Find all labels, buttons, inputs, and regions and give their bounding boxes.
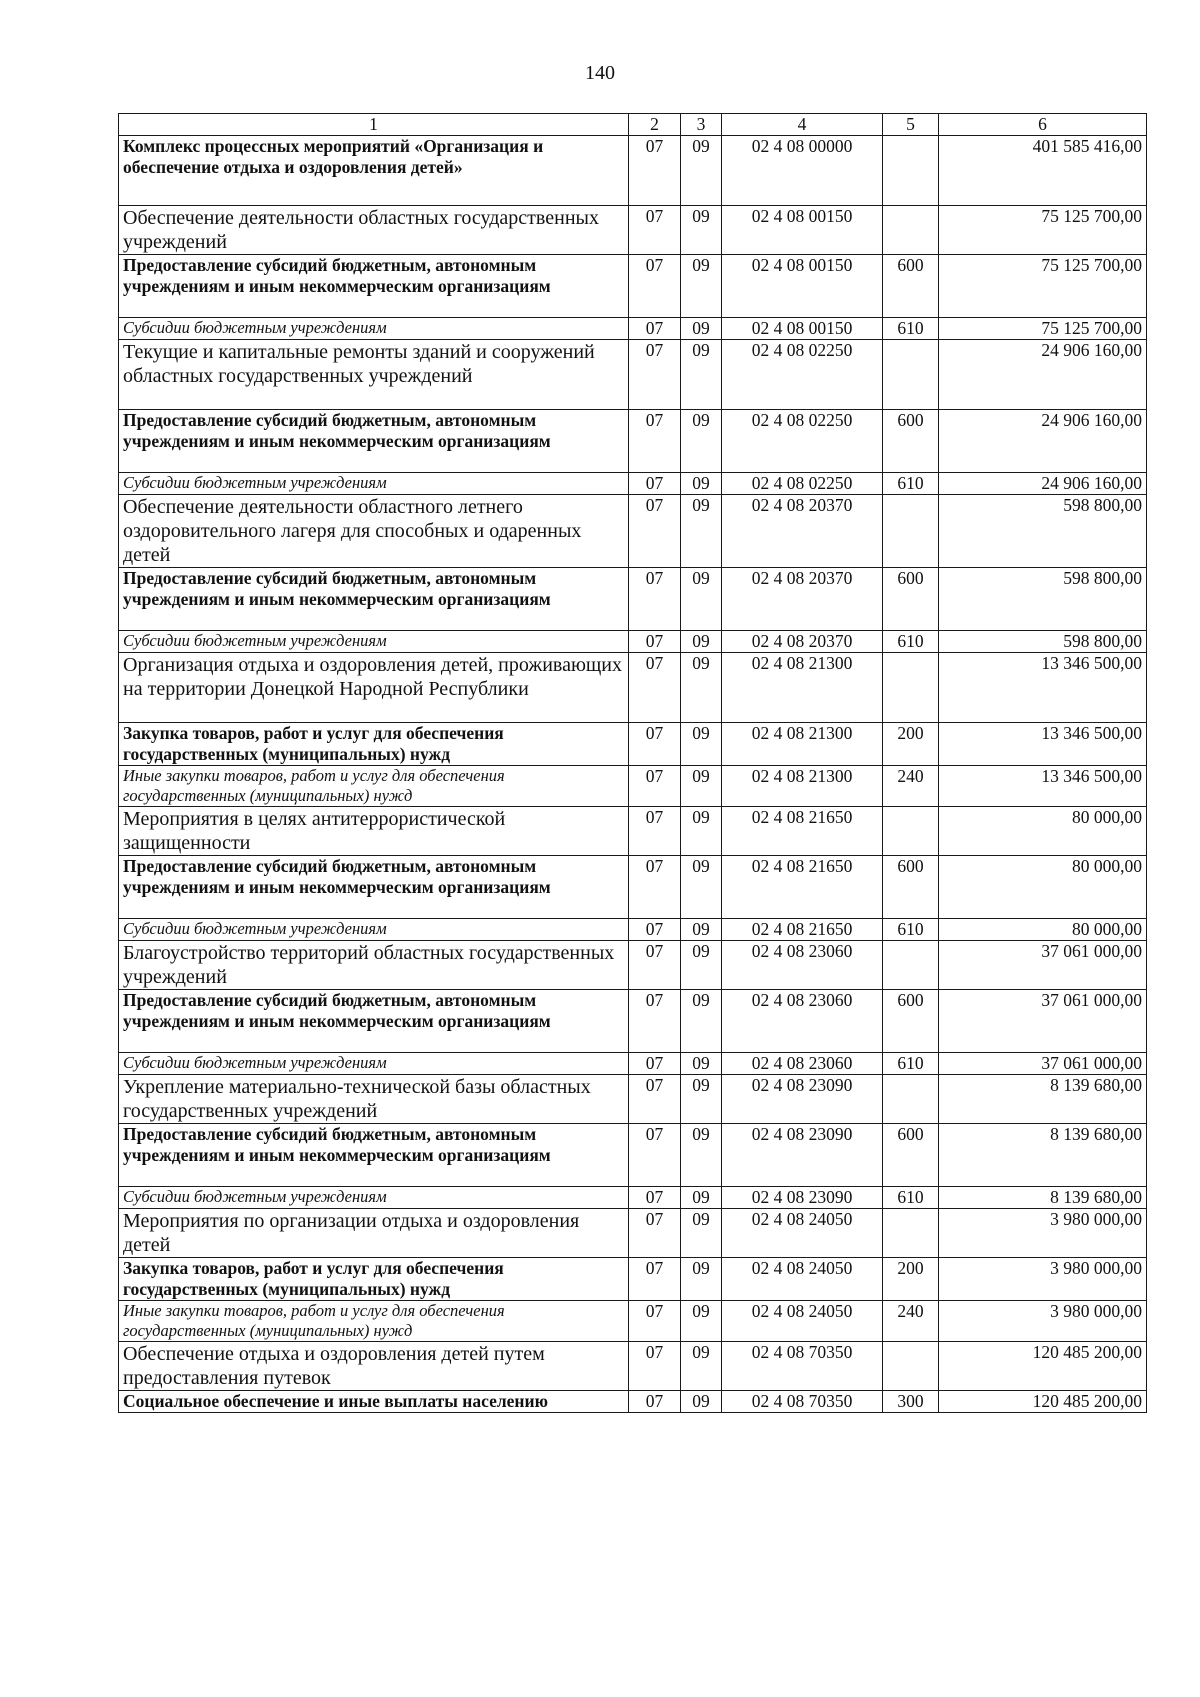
target-article-code: 02 4 08 20370 xyxy=(722,631,883,653)
row-label: Текущие и капитальные ремонты зданий и сооружений областных государственных учреждений xyxy=(119,340,629,410)
subsection-code: 09 xyxy=(681,1209,722,1258)
expense-type-code: 610 xyxy=(883,1053,939,1075)
target-article-code: 02 4 08 24050 xyxy=(722,1258,883,1301)
target-article-code: 02 4 08 24050 xyxy=(722,1301,883,1342)
amount: 37 061 000,00 xyxy=(939,941,1147,990)
table-row xyxy=(119,473,1147,495)
expense-type-code xyxy=(883,1209,939,1258)
expense-type-code: 240 xyxy=(883,766,939,807)
expense-type-code: 600 xyxy=(883,856,939,919)
column-header-1: 1 xyxy=(119,114,629,136)
subsection-code: 09 xyxy=(681,1187,722,1209)
expense-type-code: 610 xyxy=(883,919,939,941)
table-row xyxy=(119,206,1147,255)
row-label: Субсидии бюджетным учреждениям xyxy=(119,473,629,495)
row-label: Обеспечение деятельности областных государственных учреждений xyxy=(119,206,629,255)
expense-type-code: 610 xyxy=(883,1187,939,1209)
section-code: 07 xyxy=(629,631,681,653)
expense-type-code xyxy=(883,340,939,410)
amount: 401 585 416,00 xyxy=(939,136,1147,206)
table-row xyxy=(119,631,1147,653)
subsection-code: 09 xyxy=(681,1124,722,1187)
target-article-code: 02 4 08 23060 xyxy=(722,990,883,1053)
expense-type-code: 600 xyxy=(883,568,939,631)
section-code: 07 xyxy=(629,723,681,766)
section-code: 07 xyxy=(629,856,681,919)
column-header-6: 6 xyxy=(939,114,1147,136)
target-article-code: 02 4 08 23060 xyxy=(722,941,883,990)
table-row xyxy=(119,1301,1147,1342)
table-row xyxy=(119,653,1147,723)
subsection-code: 09 xyxy=(681,723,722,766)
amount: 13 346 500,00 xyxy=(939,766,1147,807)
table-row xyxy=(119,723,1147,766)
row-label: Закупка товаров, работ и услуг для обеспечения государственных (муниципальных) нужд xyxy=(119,1258,629,1301)
expense-type-code: 610 xyxy=(883,631,939,653)
target-article-code: 02 4 08 23060 xyxy=(722,1053,883,1075)
target-article-code: 02 4 08 00150 xyxy=(722,318,883,340)
target-article-code: 02 4 08 20370 xyxy=(722,495,883,568)
column-header-2: 2 xyxy=(629,114,681,136)
target-article-code: 02 4 08 02250 xyxy=(722,410,883,473)
table-row xyxy=(119,941,1147,990)
table-row xyxy=(119,1187,1147,1209)
section-code: 07 xyxy=(629,653,681,723)
section-code: 07 xyxy=(629,206,681,255)
target-article-code: 02 4 08 20370 xyxy=(722,568,883,631)
expense-type-code: 610 xyxy=(883,318,939,340)
subsection-code: 09 xyxy=(681,495,722,568)
row-label: Иные закупки товаров, работ и услуг для обеспечения государственных (муниципальных) нужд xyxy=(119,1301,629,1342)
target-article-code: 02 4 08 23090 xyxy=(722,1187,883,1209)
subsection-code: 09 xyxy=(681,807,722,856)
expense-type-code xyxy=(883,807,939,856)
subsection-code: 09 xyxy=(681,206,722,255)
expense-type-code: 600 xyxy=(883,1124,939,1187)
table-row xyxy=(119,318,1147,340)
expense-type-code xyxy=(883,653,939,723)
row-label: Субсидии бюджетным учреждениям xyxy=(119,631,629,653)
subsection-code: 09 xyxy=(681,568,722,631)
row-label: Мероприятия по организации отдыха и оздоровления детей xyxy=(119,1209,629,1258)
target-article-code: 02 4 08 00150 xyxy=(722,206,883,255)
section-code: 07 xyxy=(629,1053,681,1075)
table-row xyxy=(119,1124,1147,1187)
row-label: Предоставление субсидий бюджетным, автономным учреждениям и иным некоммерческим организациям xyxy=(119,568,629,631)
section-code: 07 xyxy=(629,919,681,941)
target-article-code: 02 4 08 02250 xyxy=(722,473,883,495)
amount: 24 906 160,00 xyxy=(939,340,1147,410)
amount: 120 485 200,00 xyxy=(939,1342,1147,1391)
section-code: 07 xyxy=(629,766,681,807)
amount: 80 000,00 xyxy=(939,919,1147,941)
amount: 75 125 700,00 xyxy=(939,318,1147,340)
table-row xyxy=(119,766,1147,807)
amount: 80 000,00 xyxy=(939,856,1147,919)
row-label: Комплекс процессных мероприятий «Организация и обеспечение отдыха и оздоровления детей» xyxy=(119,136,629,206)
section-code: 07 xyxy=(629,473,681,495)
table-row xyxy=(119,1209,1147,1258)
section-code: 07 xyxy=(629,941,681,990)
table-row xyxy=(119,568,1147,631)
subsection-code: 09 xyxy=(681,1053,722,1075)
row-label: Мероприятия в целях антитеррористической защищенности xyxy=(119,807,629,856)
row-label: Организация отдыха и оздоровления детей, проживающих на территории Донецкой Народной Республики xyxy=(119,653,629,723)
row-label: Иные закупки товаров, работ и услуг для обеспечения государственных (муниципальных) нужд xyxy=(119,766,629,807)
table-row xyxy=(119,1258,1147,1301)
table-row xyxy=(119,1391,1147,1413)
expense-type-code: 300 xyxy=(883,1391,939,1413)
section-code: 07 xyxy=(629,318,681,340)
expense-type-code xyxy=(883,136,939,206)
section-code: 07 xyxy=(629,990,681,1053)
amount: 37 061 000,00 xyxy=(939,990,1147,1053)
table-row xyxy=(119,255,1147,318)
section-code: 07 xyxy=(629,1301,681,1342)
table-row xyxy=(119,495,1147,568)
amount: 24 906 160,00 xyxy=(939,410,1147,473)
amount: 13 346 500,00 xyxy=(939,653,1147,723)
subsection-code: 09 xyxy=(681,990,722,1053)
section-code: 07 xyxy=(629,1209,681,1258)
amount: 8 139 680,00 xyxy=(939,1075,1147,1124)
section-code: 07 xyxy=(629,1187,681,1209)
subsection-code: 09 xyxy=(681,473,722,495)
row-label: Предоставление субсидий бюджетным, автономным учреждениям и иным некоммерческим организациям xyxy=(119,990,629,1053)
subsection-code: 09 xyxy=(681,1391,722,1413)
target-article-code: 02 4 08 00150 xyxy=(722,255,883,318)
target-article-code: 02 4 08 02250 xyxy=(722,340,883,410)
row-label: Предоставление субсидий бюджетным, автономным учреждениям и иным некоммерческим организациям xyxy=(119,1124,629,1187)
expense-type-code: 200 xyxy=(883,1258,939,1301)
amount: 3 980 000,00 xyxy=(939,1258,1147,1301)
subsection-code: 09 xyxy=(681,766,722,807)
section-code: 07 xyxy=(629,1075,681,1124)
amount: 8 139 680,00 xyxy=(939,1124,1147,1187)
subsection-code: 09 xyxy=(681,1301,722,1342)
row-label: Обеспечение отдыха и оздоровления детей путем предоставления путевок xyxy=(119,1342,629,1391)
amount: 75 125 700,00 xyxy=(939,255,1147,318)
section-code: 07 xyxy=(629,340,681,410)
table-row xyxy=(119,990,1147,1053)
expense-type-code xyxy=(883,941,939,990)
expense-type-code: 240 xyxy=(883,1301,939,1342)
subsection-code: 09 xyxy=(681,410,722,473)
subsection-code: 09 xyxy=(681,1258,722,1301)
section-code: 07 xyxy=(629,1258,681,1301)
row-label: Субсидии бюджетным учреждениям xyxy=(119,318,629,340)
target-article-code: 02 4 08 21650 xyxy=(722,856,883,919)
column-header-5: 5 xyxy=(883,114,939,136)
subsection-code: 09 xyxy=(681,631,722,653)
amount: 3 980 000,00 xyxy=(939,1209,1147,1258)
row-label: Предоставление субсидий бюджетным, автономным учреждениям и иным некоммерческим организациям xyxy=(119,255,629,318)
expense-type-code xyxy=(883,1342,939,1391)
row-label: Обеспечение деятельности областного летнего оздоровительного лагеря для способных и одаренных детей xyxy=(119,495,629,568)
target-article-code: 02 4 08 21300 xyxy=(722,653,883,723)
section-code: 07 xyxy=(629,1391,681,1413)
expense-type-code: 200 xyxy=(883,723,939,766)
row-label: Субсидии бюджетным учреждениям xyxy=(119,919,629,941)
column-header-4: 4 xyxy=(722,114,883,136)
row-label: Предоставление субсидий бюджетным, автономным учреждениям и иным некоммерческим организациям xyxy=(119,410,629,473)
target-article-code: 02 4 08 21300 xyxy=(722,766,883,807)
target-article-code: 02 4 08 24050 xyxy=(722,1209,883,1258)
amount: 37 061 000,00 xyxy=(939,1053,1147,1075)
section-code: 07 xyxy=(629,136,681,206)
amount: 3 980 000,00 xyxy=(939,1301,1147,1342)
section-code: 07 xyxy=(629,255,681,318)
amount: 80 000,00 xyxy=(939,807,1147,856)
table-row xyxy=(119,1053,1147,1075)
subsection-code: 09 xyxy=(681,653,722,723)
row-label: Субсидии бюджетным учреждениям xyxy=(119,1187,629,1209)
table-row xyxy=(119,1075,1147,1124)
table-row xyxy=(119,410,1147,473)
amount: 598 800,00 xyxy=(939,495,1147,568)
target-article-code: 02 4 08 21650 xyxy=(722,807,883,856)
row-label: Социальное обеспечение и иные выплаты населению xyxy=(119,1391,629,1413)
subsection-code: 09 xyxy=(681,856,722,919)
row-label: Укрепление материально-технической базы областных государственных учреждений xyxy=(119,1075,629,1124)
row-label: Субсидии бюджетным учреждениям xyxy=(119,1053,629,1075)
target-article-code: 02 4 08 23090 xyxy=(722,1075,883,1124)
section-code: 07 xyxy=(629,410,681,473)
row-label: Благоустройство территорий областных государственных учреждений xyxy=(119,941,629,990)
expense-type-code: 600 xyxy=(883,255,939,318)
target-article-code: 02 4 08 70350 xyxy=(722,1342,883,1391)
amount: 24 906 160,00 xyxy=(939,473,1147,495)
table-row xyxy=(119,340,1147,410)
subsection-code: 09 xyxy=(681,255,722,318)
page-number: 140 xyxy=(585,62,615,84)
row-label: Предоставление субсидий бюджетным, автономным учреждениям и иным некоммерческим организациям xyxy=(119,856,629,919)
section-code: 07 xyxy=(629,495,681,568)
section-code: 07 xyxy=(629,568,681,631)
target-article-code: 02 4 08 21650 xyxy=(722,919,883,941)
amount: 8 139 680,00 xyxy=(939,1187,1147,1209)
table-row xyxy=(119,807,1147,856)
table-header-row xyxy=(119,114,1147,136)
subsection-code: 09 xyxy=(681,136,722,206)
subsection-code: 09 xyxy=(681,1075,722,1124)
expense-type-code: 600 xyxy=(883,990,939,1053)
section-code: 07 xyxy=(629,807,681,856)
row-label: Закупка товаров, работ и услуг для обеспечения государственных (муниципальных) нужд xyxy=(119,723,629,766)
table-row xyxy=(119,1342,1147,1391)
table-row xyxy=(119,136,1147,206)
subsection-code: 09 xyxy=(681,318,722,340)
table-row xyxy=(119,856,1147,919)
subsection-code: 09 xyxy=(681,941,722,990)
subsection-code: 09 xyxy=(681,1342,722,1391)
subsection-code: 09 xyxy=(681,919,722,941)
target-article-code: 02 4 08 21300 xyxy=(722,723,883,766)
expense-type-code xyxy=(883,1075,939,1124)
amount: 75 125 700,00 xyxy=(939,206,1147,255)
target-article-code: 02 4 08 23090 xyxy=(722,1124,883,1187)
target-article-code: 02 4 08 00000 xyxy=(722,136,883,206)
budget-table xyxy=(118,113,1147,1413)
amount: 120 485 200,00 xyxy=(939,1391,1147,1413)
expense-type-code xyxy=(883,206,939,255)
table-row xyxy=(119,919,1147,941)
amount: 598 800,00 xyxy=(939,568,1147,631)
amount: 598 800,00 xyxy=(939,631,1147,653)
section-code: 07 xyxy=(629,1124,681,1187)
target-article-code: 02 4 08 70350 xyxy=(722,1391,883,1413)
column-header-3: 3 xyxy=(681,114,722,136)
expense-type-code: 610 xyxy=(883,473,939,495)
section-code: 07 xyxy=(629,1342,681,1391)
expense-type-code xyxy=(883,495,939,568)
subsection-code: 09 xyxy=(681,340,722,410)
amount: 13 346 500,00 xyxy=(939,723,1147,766)
expense-type-code: 600 xyxy=(883,410,939,473)
table-body xyxy=(119,136,1147,1413)
